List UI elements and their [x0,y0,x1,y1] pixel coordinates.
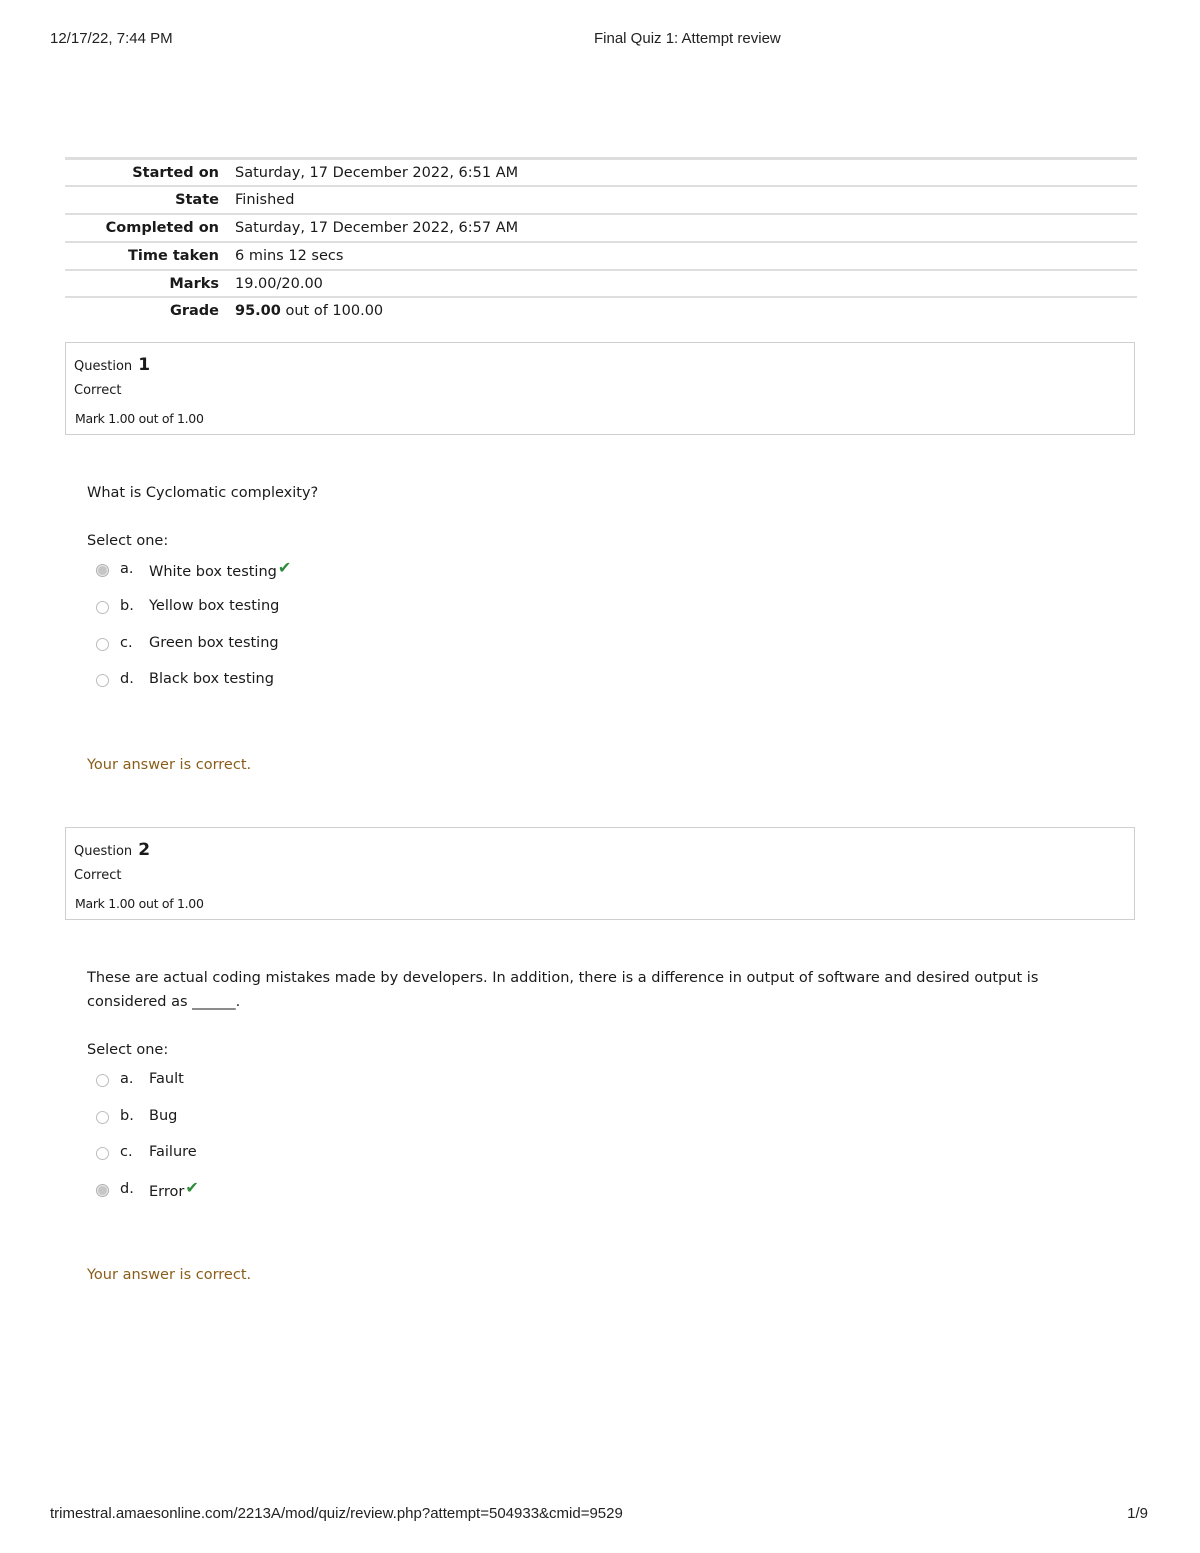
option-text: White box testing [149,564,277,580]
radio-unselected[interactable] [96,601,109,614]
summary-row [65,186,1137,214]
summary-label: Grade [169,303,219,320]
summary-label: Marks [169,275,219,292]
question-number [74,355,150,375]
option-text: Yellow box testing [149,598,280,614]
option-letter: b. [120,1108,134,1124]
question-state: Correct [74,383,122,398]
summary-label: Started on [132,164,219,181]
option-text: Black box testing [149,671,274,687]
question-grade: Mark 1.00 out of 1.00 [75,411,204,426]
question-label: Question [74,359,133,374]
summary-row [65,242,1137,270]
summary-label: Completed on [105,219,219,236]
question-label: Question [74,844,133,859]
grade-out-of: out of 100.00 [280,303,384,320]
option-text: Error [149,1184,185,1200]
summary-grade-value [235,297,1137,325]
radio-selected[interactable] [96,1184,109,1197]
option-letter: b. [120,598,134,614]
summary-value: 19.00/20.00 [235,275,323,292]
grade-score: 95.00 [235,303,281,320]
option-letter: a. [120,1071,134,1087]
select-one-prompt: Select one: [87,1042,169,1058]
option-text: Fault [149,1071,184,1087]
option-letter: c. [120,1144,133,1160]
option-text-wrap [149,1178,199,1200]
checkmark-icon: ✔ [185,1178,199,1197]
answer-feedback: Your answer is correct. [87,1267,252,1283]
option-letter: c. [120,635,133,651]
question-info-box [65,342,1135,435]
answer-feedback: Your answer is correct. [87,757,252,773]
option-text: Failure [149,1144,197,1160]
summary-value: 6 mins 12 secs [235,247,344,264]
attempt-summary-table [65,157,1137,326]
print-date: 12/17/22, 7:44 PM [50,30,173,47]
option-letter: a. [120,561,134,577]
option-letter: d. [120,671,134,687]
print-title: Final Quiz 1: Attempt review [594,30,781,47]
option-text: Green box testing [149,635,279,651]
summary-row [65,159,1137,187]
question-info-box [65,827,1135,920]
checkmark-icon: ✔ [277,558,292,577]
option-text: Bug [149,1108,178,1124]
question-text: These are actual coding mistakes made by developers. In addition, there is a difference in output of software and desired output is considered as ______. [87,970,1039,1010]
option-text-wrap [149,558,292,580]
question-state: Correct [74,868,122,883]
summary-value: Saturday, 17 December 2022, 6:57 AM [235,219,519,236]
summary-label: Time taken [128,247,219,264]
print-footer [50,1505,1148,1525]
radio-selected[interactable] [96,564,109,577]
print-url: trimestral.amaesonline.com/2213A/mod/quiz/review.php?attempt=504933&cmid=9529 [50,1505,623,1522]
question-number-value: 2 [138,840,151,860]
page-number: 1/9 [1127,1505,1148,1522]
summary-label: State [175,192,219,209]
radio-unselected[interactable] [96,674,109,687]
question-number-value: 1 [138,355,151,375]
question-number [74,840,150,860]
summary-row [65,270,1137,298]
radio-unselected[interactable] [96,638,109,651]
summary-row [65,214,1137,242]
summary-row [65,297,1137,325]
option-letter: d. [120,1181,134,1197]
select-one-prompt: Select one: [87,533,169,549]
print-header [50,30,1150,50]
radio-unselected[interactable] [96,1111,109,1124]
question-grade: Mark 1.00 out of 1.00 [75,896,204,911]
radio-unselected[interactable] [96,1074,109,1087]
summary-value: Saturday, 17 December 2022, 6:51 AM [235,164,519,181]
summary-value: Finished [235,192,295,209]
question-text: What is Cyclomatic complexity? [87,485,319,501]
radio-unselected[interactable] [96,1147,109,1160]
